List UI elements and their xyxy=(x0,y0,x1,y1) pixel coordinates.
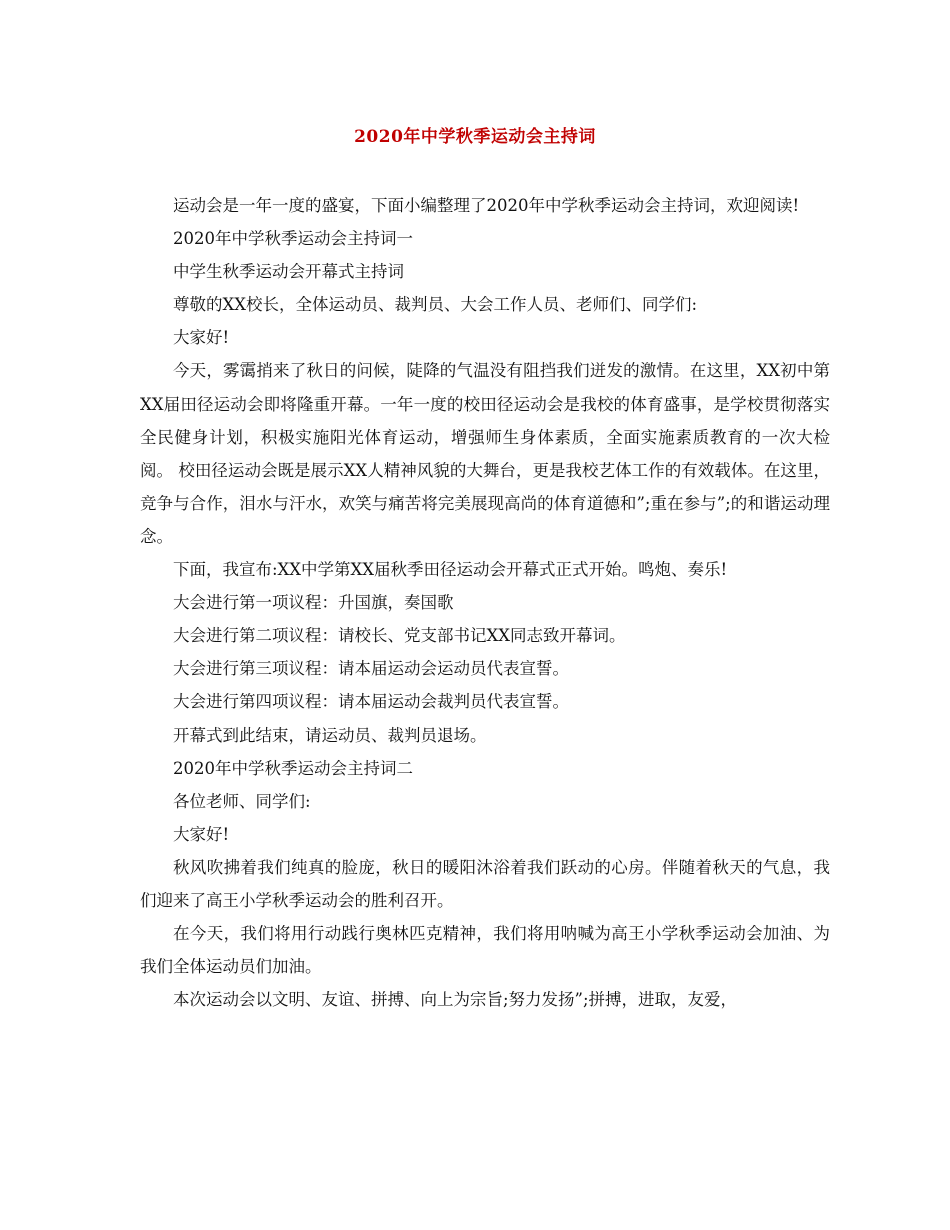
greeting-2: 大家好! xyxy=(173,824,230,844)
paragraph-autumn: 秋风吹拂着我们纯真的脸庞，秋日的暖阳沐浴着我们跃动的心房。伴随着秋天的气息，我们迎来了高王小学秋季运动会的胜利召开。 xyxy=(140,857,830,910)
paragraph-opening-speech: 今天，雾霭捎来了秋日的问候，陡降的气温没有阻挡我们迸发的激情。在这里，XX初中第XX届田径运动会即将隆重开幕。一年一度的校田径运动会是我校的体育盛事，是学校贯彻落实全民健身计划，积极实施阳光体育运动，增强师生身体素质，全面实施素质教育的一次大检阅。 校田径运动会既是展示XX人精神风貌的大舞台，更是我校艺体工作的有效载体。在这里，竞争与合作，泪水与汗水，欢笑与痛苦将完美展现高尚的体育道德和”;重在参与”;的和谐运动理念。 xyxy=(140,361,830,546)
section-heading-2: 2020年中学秋季运动会主持词二 xyxy=(173,758,413,778)
section-heading-1: 2020年中学秋季运动会主持词一 xyxy=(173,229,413,249)
salutation: 尊敬的XX校长，全体运动员、裁判员、大会工作人员、老师们、同学们: xyxy=(173,295,698,315)
document-body xyxy=(140,189,830,1016)
agenda-item-4: 大会进行第四项议程：请本届运动会裁判员代表宣誓。 xyxy=(173,692,569,712)
paragraph-purpose: 本次运动会以文明、友谊、拼搏、向上为宗旨;努力发扬”;拼搏，进取，友爱， xyxy=(173,990,738,1010)
paragraph-closing: 开幕式到此结束，请运动员、裁判员退场。 xyxy=(173,725,487,745)
paragraph-intro: 运动会是一年一度的盛宴，下面小编整理了2020年中学秋季运动会主持词，欢迎阅读! xyxy=(173,196,800,215)
agenda-item-1: 大会进行第一项议程：升国旗，奏国歌 xyxy=(173,593,454,613)
document-title: 2020年中学秋季运动会主持词 xyxy=(354,127,596,147)
agenda-item-2: 大会进行第二项议程：请校长、党支部书记XX同志致开幕词。 xyxy=(173,626,626,646)
agenda-item-3: 大会进行第三项议程：请本届运动会运动员代表宣誓。 xyxy=(173,659,569,679)
paragraph-announcement: 下面，我宣布:XX中学第XX届秋季田径运动会开幕式正式开始。鸣炮、奏乐! xyxy=(173,560,728,580)
salutation-2: 各位老师、同学们: xyxy=(173,791,311,811)
greeting: 大家好! xyxy=(173,328,230,348)
paragraph-olympic: 在今天，我们将用行动践行奥林匹克精神，我们将用呐喊为高王小学秋季运动会加油、为我们全体运动员们加油。 xyxy=(140,924,830,977)
subsection-heading: 中学生秋季运动会开幕式主持词 xyxy=(173,262,404,282)
